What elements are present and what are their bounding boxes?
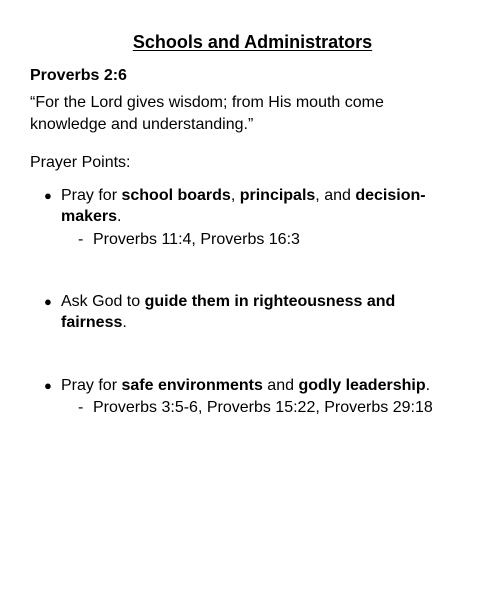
references-text: Proverbs 11:4, Proverbs 16:3 [93,231,300,248]
prayer-point-text: Pray for safe environments and godly leadership. [61,377,431,394]
bullet-icon: ● [44,188,52,203]
references-text: Proverbs 3:5-6, Proverbs 15:22, Proverbs 29:18 [93,399,433,416]
prayer-points-heading: Prayer Points: [30,154,131,171]
page-title: Schools and Administrators [132,32,373,52]
prayer-point-text: Pray for school boards, principals, and decision-makers. [61,187,426,225]
bullet-icon: ● [44,378,52,393]
dash-icon: - [78,399,84,416]
dash-icon: - [78,231,84,248]
bullet-icon: ● [44,294,52,309]
verse-reference: Proverbs 2:6 [30,67,127,84]
prayer-point-text: Ask God to guide them in righteousness and fairness. [61,293,396,331]
prayer-point-1-references [78,229,300,250]
prayer-point-3-references [78,397,433,418]
verse-text: “For the Lord gives wisdom; from His mouth come knowledge and understanding.” [30,94,384,133]
